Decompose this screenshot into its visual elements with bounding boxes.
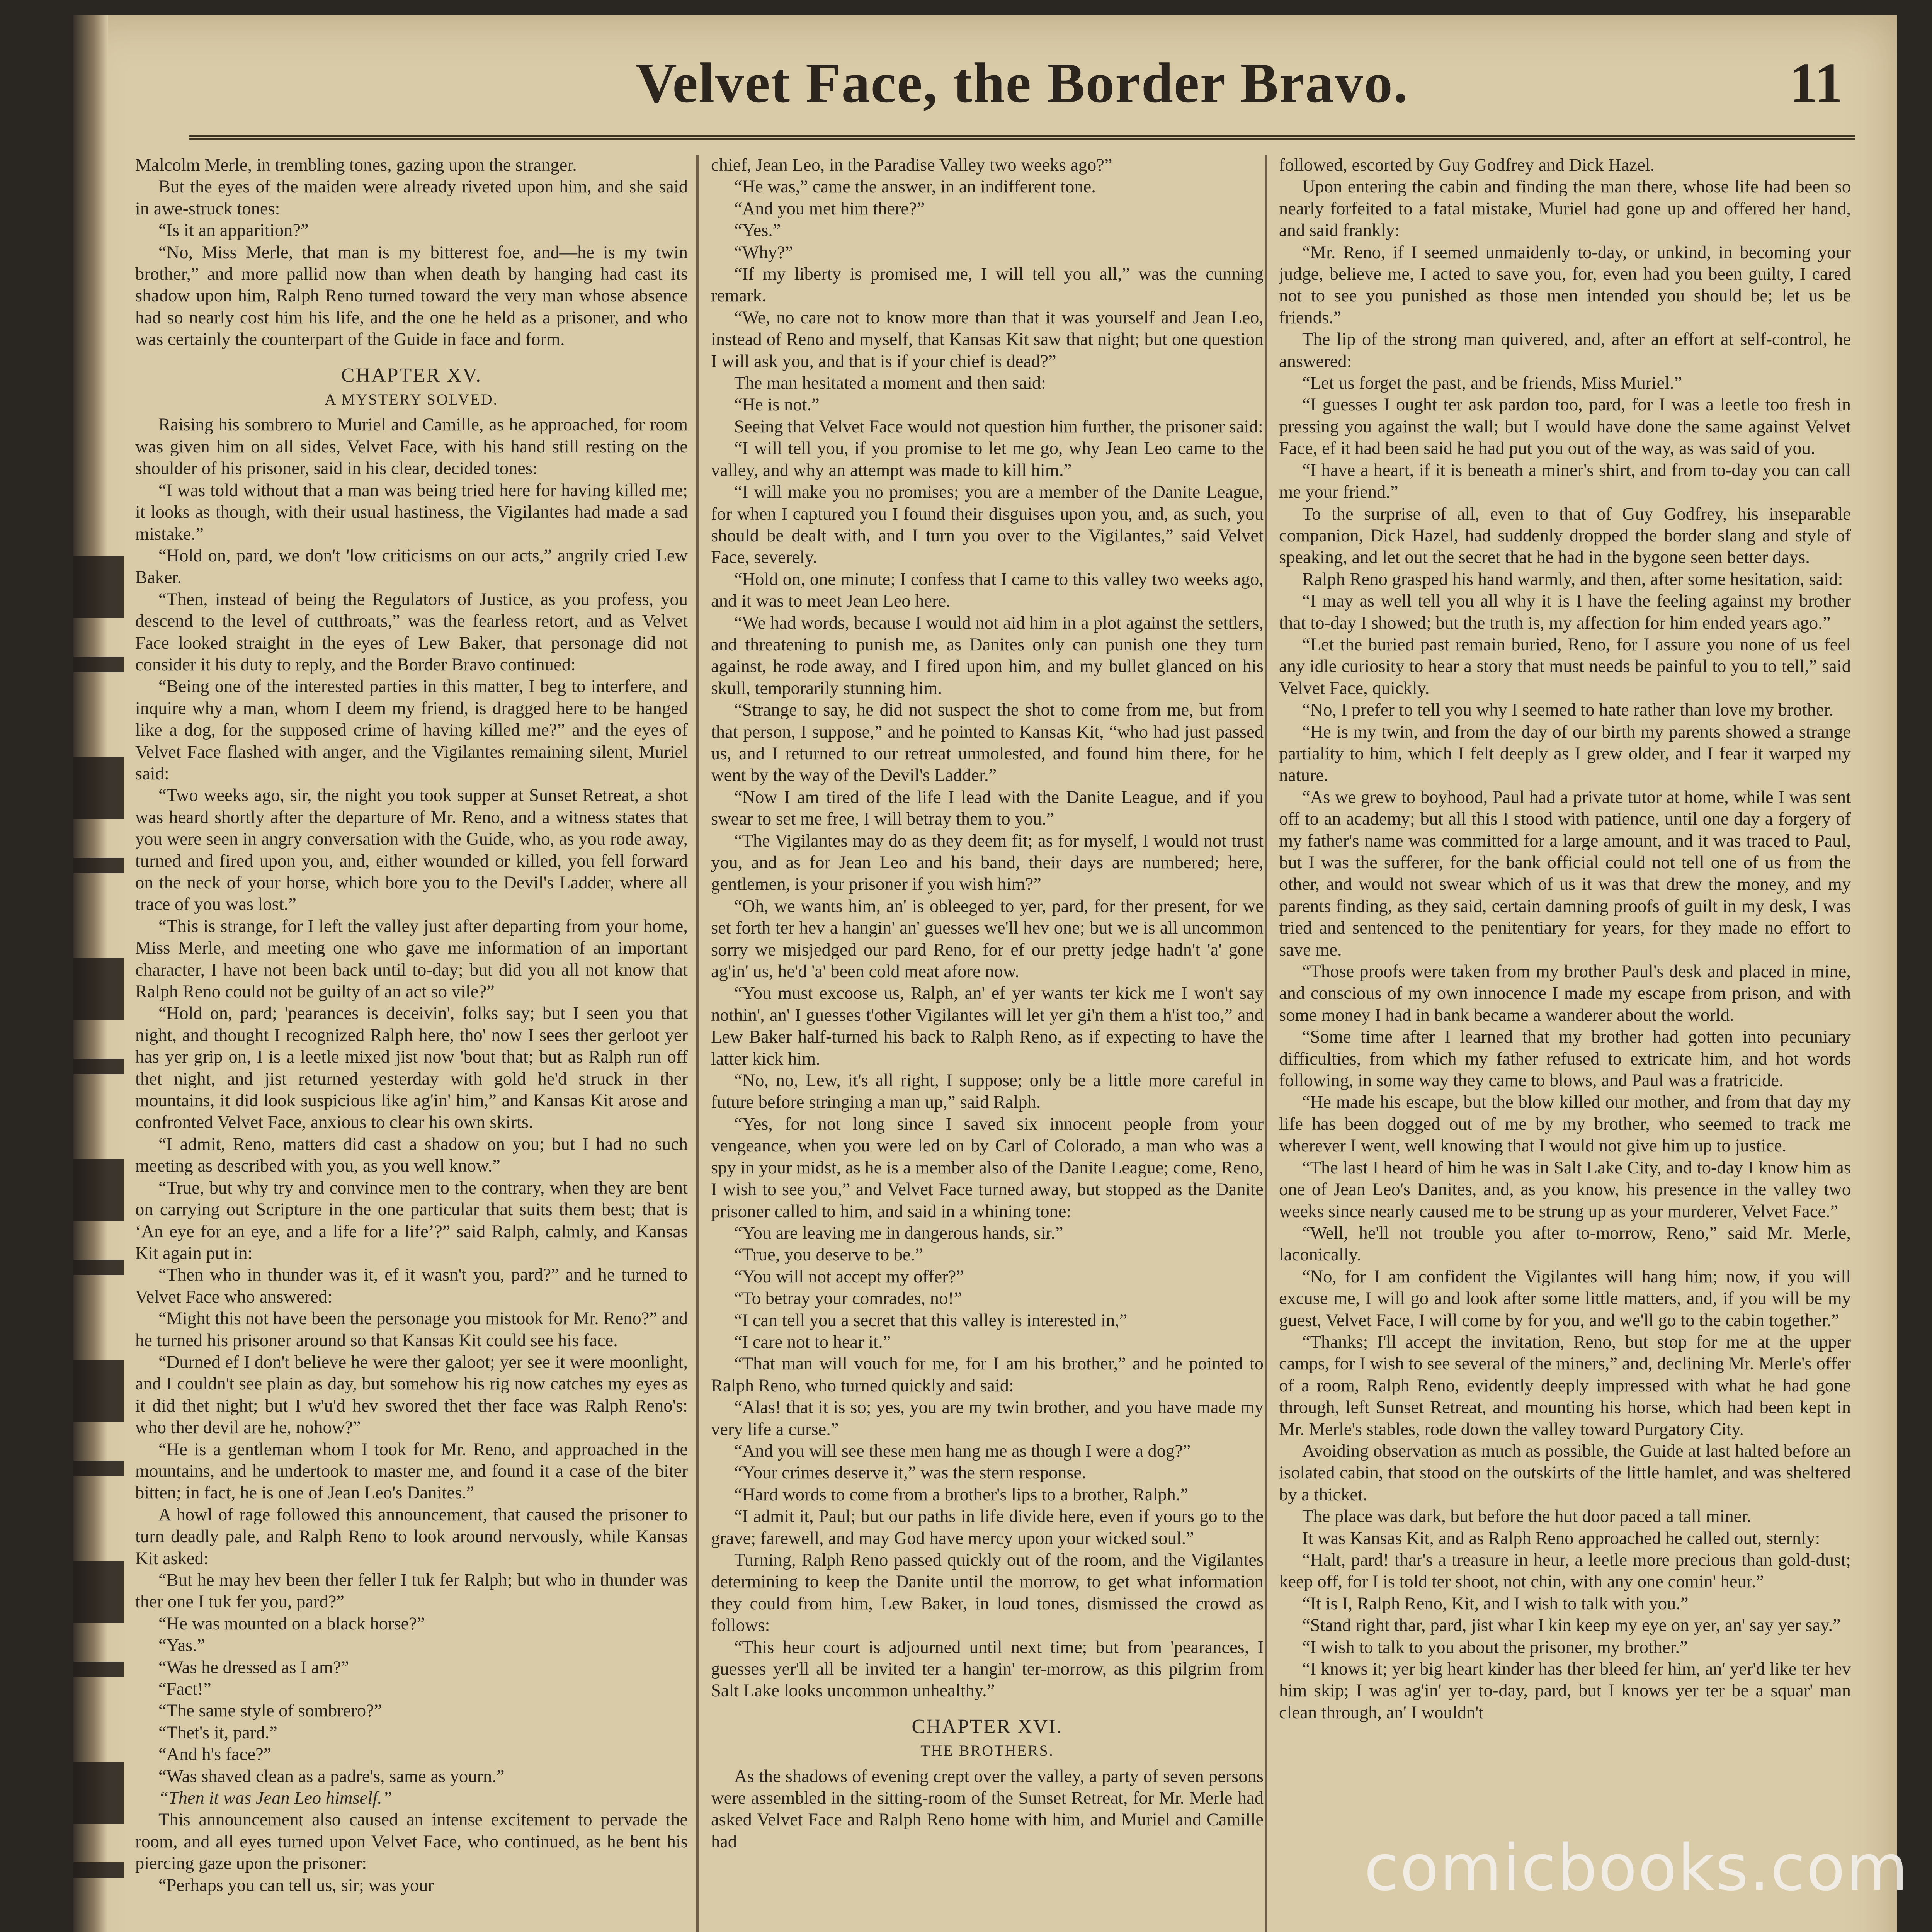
paragraph: “This is strange, for I left the valley just after departing from your home, Miss Merle, and meeting one who gave me information of an important character, I have not been back until to-day; but did you all not know that Ralph Reno could not be guilty of an act so vile?” — [135, 916, 688, 1002]
paragraph: Ralph Reno grasped his hand warmly, and then, after some hesitation, said: — [1302, 569, 1843, 589]
newspaper-page — [73, 15, 1897, 1932]
paragraph: “Mr. Reno, if I seemed unmaidenly to-day, or unkind, in becoming your judge, believe me, I acted to save you, for, even had you been guilty, I cared not to see you punished as those men intended you should be; let us be friends.” — [1279, 242, 1851, 328]
paragraph: “I admit, Reno, matters did cast a shadow on you; but I had no such meeting as described with you, as you well know.” — [135, 1134, 688, 1176]
paragraph: “The same style of sombrero?” — [158, 1701, 382, 1721]
paragraph: “Then, instead of being the Regulators of Justice, as you profess, you descend to the level of cutthroats,” was the fearless retort, and as Velvet Face looked straight in the eyes of Lew Baker, that personage did not consider it his duty to reply, and the Border Bravo continued: — [135, 589, 688, 675]
paragraph: “Why?” — [734, 242, 793, 262]
paragraph: “Let us forget the past, and be friends, Miss Muriel.” — [1302, 373, 1682, 393]
paragraph: “No, Miss Merle, that man is my bitterest foe, and—he is my twin brother,” and more pallid now than when death by hanging had cast its shadow upon him, Ralph Reno turned toward the very man whose absence had so nearly cost him his life, and the one he held as a prisoner, and who was certainly the counterpart of the Guide in face and form. — [135, 242, 688, 350]
chapter-subtitle: A MYSTERY SOLVED. — [325, 391, 498, 408]
paragraph: “Fact!” — [158, 1679, 211, 1699]
paragraph: “You will not accept my offer?” — [734, 1267, 964, 1287]
paragraph: “Some time after I learned that my brother had gotten into pecuniary difficulties, from which my father refused to extricate him, and hot words following, in some way they came to blows, and Paul was a fratricide. — [1279, 1027, 1851, 1091]
paragraph: It was Kansas Kit, and as Ralph Reno approached he called out, sternly: — [1302, 1528, 1820, 1548]
paragraph: “Well, he'll not trouble you after to-morrow, Reno,” said Mr. Merle, laconically. — [1279, 1223, 1851, 1265]
paragraph: “We had words, because I would not aid him in a plot against the settlers, and threatening to punish me, as Danites only can punish one they turn against, he rode away, and I fired upon him, and my bullet glanced on his skull, temporarily stunning him. — [711, 613, 1264, 698]
paragraph: “Yas.” — [158, 1636, 205, 1656]
page-title: Velvet Face, the Border Bravo. — [636, 51, 1408, 115]
paragraph: “Strange to say, he did not suspect the shot to come from me, but from that person, I suppose,” and he pointed to Kansas Kit, “who had just passed us, and I returned to our retreat unmolested, and found him there, for he went by the way of the Devil's Ladder.” — [711, 700, 1264, 786]
paragraph: “As we grew to boyhood, Paul had a private tutor at home, while I was sent off to an academy; but all this I stood with patience, until one day a forgery of my father's name was committed for a large amount, and it was traced to Paul, but I was the sufferer, for the bank official could not tell one of us from the other, and would not swear which of us it was that drew the money, and my parents finding, as they said, certain damning proofs of guilt in my desk, I was tried and sentenced to the penitentiary for years, for they made no effort to save me. — [1279, 787, 1851, 960]
paragraph: “True, you deserve to be.” — [734, 1245, 923, 1265]
paragraph: Malcolm Merle, in trembling tones, gazing upon the stranger. — [135, 155, 577, 175]
paragraph: “He is my twin, and from the day of our birth my parents showed a strange partiality to him, which I felt deeply as I grew older, and I fear it warped my nature. — [1279, 722, 1851, 786]
paragraph: “Yes, for not long since I saved six innocent people from your vengeance, when you were led on by Carl of Colorado, a man who was a spy in your midst, as he is a member also of the Danite League; come, Reno, I wish to see you,” and Velvet Face turned away, but stopped as the Danite prisoner called to him, and said in a whining tone: — [711, 1114, 1264, 1221]
paragraph: “And h's face?” — [158, 1745, 272, 1765]
paragraph: “Is it an apparition?” — [158, 221, 309, 241]
paragraph: “Yes.” — [734, 221, 781, 241]
paragraph: “No, I prefer to tell you why I seemed to hate rather than love my brother. — [1302, 700, 1834, 720]
paragraph: “Thet's it, pard.” — [158, 1723, 277, 1743]
paragraph: “And you met him there?” — [734, 199, 925, 219]
paragraph: followed, escorted by Guy Godfrey and Dick Hazel. — [1279, 155, 1655, 175]
paragraph: Raising his sombrero to Muriel and Camille, as he approached, for room was given him on all sides, Velvet Face, with his hand still resting on the shoulder of his prisoner, said in his clear, decided tones: — [135, 415, 688, 479]
column-rule — [1265, 155, 1267, 1932]
paragraph: “You are leaving me in dangerous hands, sir.” — [734, 1223, 1063, 1243]
paragraph: “That man will vouch for me, for I am his brother,” and he pointed to Ralph Reno, who turned quickly and said: — [711, 1354, 1264, 1396]
text-column-3 — [1279, 155, 1851, 1932]
paragraph: “I care not to hear it.” — [734, 1332, 891, 1352]
paragraph: “Was he dressed as I am?” — [158, 1657, 349, 1677]
paragraph: “Then who in thunder was it, ef it wasn't you, pard?” and he turned to Velvet Face who answered: — [135, 1265, 688, 1307]
paragraph: “It is I, Ralph Reno, Kit, and I wish to talk with you.” — [1302, 1594, 1689, 1614]
text-column-1 — [135, 155, 688, 1932]
paragraph: “Perhaps you can tell us, sir; was your — [158, 1875, 434, 1895]
paragraph: “I may as well tell you all why it is I have the feeling against my brother that to-day I showed; but the truth is, my affection for him ended years ago.” — [1279, 591, 1851, 633]
paragraph: “Hold on, one minute; I confess that I came to this valley two weeks ago, and it was to meet Jean Leo here. — [711, 569, 1264, 611]
paragraph: A howl of rage followed this announcement, that caused the prisoner to turn deadly pale, and Ralph Reno to look around nervously, while Kansas Kit asked: — [135, 1505, 688, 1568]
column-rule — [696, 155, 699, 1932]
paragraph: “I was told without that a man was being tried here for having killed me; it looks as though, with their usual hastiness, the Vigilantes had made a sad mistake.” — [135, 480, 688, 544]
paragraph: “Might this not have been the personage you mistook for Mr. Reno?” and he turned his prisoner around so that Kansas Kit could see his face. — [135, 1309, 688, 1350]
page-stains — [73, 556, 124, 1932]
paragraph: “This heur court is adjourned until next time; but from 'pearances, I guesses yer'll all be invited ter a hangin' ter-morrow, as this pilgrim from Salt Lake looks uncommon unhealthy.” — [711, 1637, 1264, 1701]
paragraph: “True, but why try and convince men to the contrary, when they are bent on carrying out Scripture in the one particular that suits them best; that is ‘An eye for an eye, and a life for a life’?” said Ralph, calmly, and Kansas Kit again put in: — [135, 1178, 688, 1263]
paragraph: “I wish to talk to you about the prisoner, my brother.” — [1302, 1637, 1688, 1657]
paragraph: The place was dark, but before the hut door paced a tall miner. — [1302, 1507, 1752, 1527]
paragraph: “We, no care not to know more than that it was yourself and Jean Leo, instead of Reno and myself, that Kansas Kit saw that night; but one question I will ask you, and that is if your chief is dead?” — [711, 308, 1264, 371]
paragraph: “I have a heart, if it is beneath a miner's shirt, and from to-day you can call me your friend.” — [1279, 460, 1851, 502]
paragraph: “Hard words to come from a brother's lips to a brother, Ralph.” — [734, 1485, 1189, 1505]
paragraph: “Durned ef I don't believe he were ther galoot; yer see it were moonlight, and I couldn't see plain as day, but somehow his rig now catches my eyes as it did thet night; but I w'u'd hev swored thet ther face was Ralph Reno's: who ther devil are he, nohow?” — [135, 1352, 688, 1438]
paragraph: “Those proofs were taken from my brother Paul's desk and placed in mine, and conscious of my own innocence I made my escape from prison, and with some money I had in bank became a wanderer about the world. — [1279, 962, 1851, 1025]
paragraph: “But he may hev been ther feller I tuk fer Ralph; but who in thunder was ther one I tuk fer you, pard?” — [135, 1570, 688, 1612]
site-watermark: comicbooks.com — [1364, 1831, 1909, 1905]
paragraph: “I knows it; yer big heart kinder has ther bleed fer him, an' yer'd like ter hev him skip; I was ag'in' yer to-day, pard, but I knows yer ter be a squar' man clean through, an' I wouldn't — [1279, 1659, 1851, 1723]
paragraph: “Being one of the interested parties in this matter, I beg to interfere, and inquire why a man, whom I deem my friend, is dragged here to be hanged like a dog, for the supposed crime of having killed me?” and the eyes of Velvet Face flashed with anger, and the Vigilantes remaining silent, Muriel said: — [135, 677, 688, 784]
page-header — [189, 43, 1855, 140]
paragraph: “To betray your comrades, no!” — [734, 1289, 962, 1309]
paragraph: “Then it was Jean Leo himself.” — [158, 1788, 392, 1808]
paragraph: “He made his escape, but the blow killed our mother, and from that day my life has been dogged out of me by my brother, who seemed to track me wherever I went, well knowing that I would not give him up to justice. — [1279, 1092, 1851, 1156]
paragraph: Turning, Ralph Reno passed quickly out of the room, and the Vigilantes determining to keep the Danite until the morrow, to get what information they could from him, Lew Baker, in loud tones, dismissed the crowd as follows: — [711, 1550, 1264, 1636]
paragraph: “I can tell you a secret that this valley is interested in,” — [734, 1310, 1128, 1330]
paragraph: “Halt, pard! thar's a treasure in heur, a leetle more precious than gold-dust; keep off, for I is told ter shoot, not chin, with any one comin' heur.” — [1279, 1550, 1851, 1592]
chapter-subtitle: THE BROTHERS. — [920, 1742, 1054, 1760]
paragraph: “He was mounted on a black horse?” — [158, 1614, 425, 1634]
paragraph: “Oh, we wants him, an' is obleeged to yer, pard, for ther present, for we set forth ter hev a hangin' an' guesses we'll hev one; but we is all uncommon sorry we misjedged our pard Reno, for ef our pretty jedge hadn't 'a' gone ag'in' us, he'd 'a' been cold meat afore now. — [711, 896, 1264, 982]
paragraph: “Now I am tired of the life I lead with the Danite League, and if you swear to set me free, I will betray them to you.” — [711, 787, 1264, 829]
paragraph: As the shadows of evening crept over the valley, a party of seven persons were assembled in the sitting-room of the Sunset Retreat, for Mr. Merle had asked Velvet Face and Ralph Reno home with him, and Muriel and Camille had — [711, 1766, 1264, 1852]
paragraph: “I will tell you, if you promise to let me go, why Jean Leo came to the valley, and why an attempt was made to kill him.” — [711, 439, 1264, 480]
paragraph: But the eyes of the maiden were already riveted upon him, and she said in awe-struck tones: — [135, 177, 688, 219]
paragraph: Seeing that Velvet Face would not question him further, the prisoner said: — [734, 417, 1263, 437]
paragraph: This announcement also caused an intense excitement to pervade the room, and all eyes turned upon Velvet Face, who continued, as he bent his piercing gaze upon the prisoner: — [135, 1810, 688, 1874]
paragraph: “I admit it, Paul; but our paths in life divide here, even if yours go to the grave; farewell, and may God have mercy upon your wicked soul.” — [711, 1507, 1264, 1548]
page-number: 11 — [1789, 51, 1843, 115]
paragraph: “Hold on, pard, we don't 'low criticisms on our acts,” angrily cried Lew Baker. — [135, 546, 688, 588]
paragraph: “No, no, Lew, it's all right, I suppose; only be a little more careful in future before stringing a man up,” said Ralph. — [711, 1071, 1264, 1112]
chapter-heading: CHAPTER XVI. — [912, 1715, 1063, 1738]
paragraph: “Thanks; I'll accept the invitation, Reno, but stop for me at the upper camps, for I wish to see several of the miners,” and, declining Mr. Merle's offer of a room, Ralph Reno, evidently deeply impressed with what he had gone through, left Sunset Retreat, and mounting his horse, which had been kept in Mr. Merle's stables, rode down the valley toward Purgatory City. — [1279, 1332, 1851, 1439]
paragraph: “Was shaved clean as a padre's, same as yourn.” — [158, 1766, 505, 1786]
paragraph: Upon entering the cabin and finding the man there, whose life had been so nearly forfeited to a fatal mistake, Muriel had gone up and offered her hand, and said frankly: — [1279, 177, 1851, 241]
paragraph: “Alas! that it is so; yes, you are my twin brother, and you have made my very life a curse.” — [711, 1398, 1264, 1439]
paragraph: “Hold on, pard; 'pearances is deceivin', folks say; but I seen you that night, and thought I recognized Ralph here, tho' now I sees ther gerloot yer has yer grip on, I is a leetle mixed jist now 'bout that; but as Ralph run off thet night, and jist returned yesterday with gold he'd struck in ther mountains, it did look suspicious like ag'in' him,” and Kansas Kit arose and confronted Velvet Face, anxious to clear his own skirts. — [135, 1003, 688, 1133]
paragraph: “Stand right thar, pard, jist whar I kin keep my eye on yer, an' say yer say.” — [1302, 1616, 1841, 1636]
paragraph: “The Vigilantes may do as they deem fit; as for myself, I would not trust you, and as for Jean Leo and his band, their days are numbered; here, gentlemen, is your prisoner if you wish him?” — [711, 831, 1264, 895]
paragraph: The man hesitated a moment and then said: — [734, 373, 1046, 393]
paragraph: “No, for I am confident the Vigilantes will hang him; now, if you will excuse me, I will go and look after some little matters, and, if you will be my guest, Velvet Face, I will come by for you, and we'll go to the cabin together.” — [1279, 1267, 1851, 1330]
paragraph: “He is a gentleman whom I took for Mr. Reno, and approached in the mountains, and he undertook to master me, and found it a case of the biter bitten; in fact, he is one of Jean Leo's Danites.” — [135, 1439, 688, 1503]
paragraph: “He is not.” — [734, 395, 820, 415]
paragraph: “Your crimes deserve it,” was the stern response. — [734, 1463, 1086, 1483]
paragraph: To the surprise of all, even to that of Guy Godfrey, his inseparable companion, Dick Hazel, had suddenly dropped the border slang and style of speaking, and let out the secret that he had in the bygone seen better days. — [1279, 504, 1851, 568]
paragraph: “And you will see these men hang me as though I were a dog?” — [734, 1441, 1191, 1461]
chapter-heading: CHAPTER XV. — [341, 364, 482, 386]
paragraph: Avoiding observation as much as possible, the Guide at last halted before an isolated cabin, that stood on the outskirts of the little hamlet, and was sheltered by a thicket. — [1279, 1441, 1851, 1505]
paragraph: chief, Jean Leo, in the Paradise Valley two weeks ago?” — [711, 155, 1112, 175]
paragraph: “You must excoose us, Ralph, an' ef yer wants ter kick me I won't say nothin', an' I guesses t'other Vigilantes will let yer gi'n them a h'ist too,” and Lew Baker half-turned his back to Ralph Reno, as if expecting to have the latter kick him. — [711, 983, 1264, 1069]
paragraph: “He was,” came the answer, in an indifferent tone. — [734, 177, 1096, 197]
paragraph: The lip of the strong man quivered, and, after an effort at self-control, he answered: — [1279, 330, 1851, 371]
paragraph: “Let the buried past remain buried, Reno, for I assure you none of us feel any idle curiosity to hear a story that must needs be painful to you to tell,” said Velvet Face, quickly. — [1279, 634, 1851, 698]
text-column-2 — [711, 155, 1264, 1932]
paragraph: “If my liberty is promised me, I will tell you all,” was the cunning remark. — [711, 264, 1264, 306]
paragraph: “Two weeks ago, sir, the night you took supper at Sunset Retreat, a shot was heard shortly after the departure of Mr. Reno, and a witness states that you were seen in angry conversation with the Guide, who, as you rode away, turned and fired upon you, and, either wounded or killed, you fell forward on the neck of your horse, which bore you to the Devil's Ladder, where all trace of you was lost.” — [135, 786, 688, 915]
paragraph: “The last I heard of him he was in Salt Lake City, and to-day I know him as one of Jean Leo's Danites, and, as you know, his presence in the valley two weeks since nearly caused me to be strung up as your murderer, Velvet Face.” — [1279, 1158, 1851, 1221]
paragraph: “I guesses I ought ter ask pardon too, pard, for I was a leetle too fresh in pressing you against the wall; but I would have done the same against Velvet Face, ef it had been said he had put you out of the way, as was said of you. — [1279, 395, 1851, 459]
paragraph: “I will make you no promises; you are a member of the Danite League, for when I captured you I found their disguises upon you, and, as such, you should be dealt with, and I turn you over to the Vigilantes,” said Velvet Face, severely. — [711, 482, 1264, 568]
